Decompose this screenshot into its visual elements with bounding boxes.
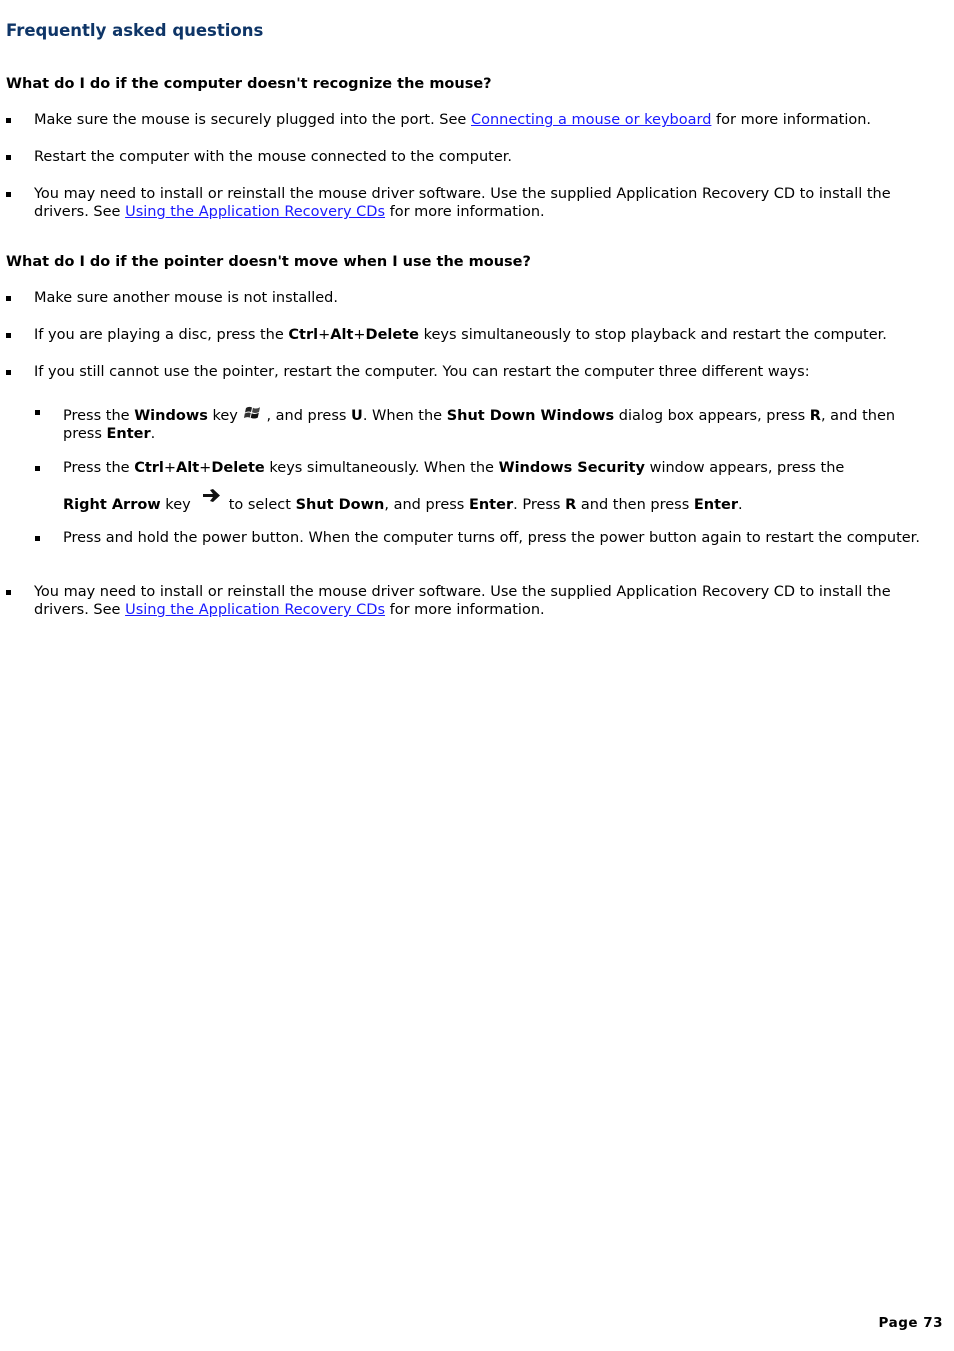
windows-logo-icon [244,403,264,423]
sub-list-item: Press and hold the power button. When the computer turns off, press the power button again to restart the computer. [35,529,926,547]
sub-list-item: Press the Ctrl+Alt+Delete keys simultaneously. When the Windows Security window appears, press the Right Arrow key to select Shut Down, and press Enter. Press R and then press Enter. [35,459,926,522]
bullet-icon [6,590,11,595]
bullet-icon [6,333,11,338]
sub-list-item: Press the Windows key , and press U. When the Shut Down Windows dialog box appears, press R, and then press Enter. [35,403,926,443]
list-item: Restart the computer with the mouse connected to the computer. [6,148,926,166]
question-heading: What do I do if the pointer doesn't move when I use the mouse? [6,254,531,270]
list-item: You may need to install or reinstall the mouse driver software. Use the supplied Application Recovery CD to install the drivers. See Using the Application Recovery CDs for more information. [6,583,926,619]
application-recovery-cds-link[interactable]: Using the Application Recovery CDs [125,602,386,618]
bullet-icon [35,536,40,541]
bullet-icon [6,296,11,301]
right-arrow-icon [201,485,223,507]
bullet-icon [6,118,11,123]
application-recovery-cds-link[interactable]: Using the Application Recovery CDs [125,204,386,220]
bullet-icon [6,192,11,197]
list-item: Make sure the mouse is securely plugged into the port. See Connecting a mouse or keyboard for more information. [6,111,926,129]
list-item: Make sure another mouse is not installed. [6,289,926,307]
list-item: You may need to install or reinstall the mouse driver software. Use the supplied Application Recovery CD to install the drivers. See Using the Application Recovery CDs for more information. [6,185,926,221]
bullet-icon [6,370,11,375]
list-item: If you still cannot use the pointer, restart the computer. You can restart the computer three different ways: [6,363,926,381]
question-heading: What do I do if the computer doesn't recognize the mouse? [6,76,492,92]
bullet-icon [35,410,40,415]
connecting-mouse-keyboard-link[interactable]: Connecting a mouse or keyboard [470,112,712,128]
list-item: If you are playing a disc, press the Ctrl+Alt+Delete keys simultaneously to stop playback and restart the computer. [6,326,926,344]
bullet-icon [6,155,11,160]
page-title: Frequently asked questions [6,21,264,40]
bullet-icon [35,466,40,471]
page-number: Page 73 [878,1315,943,1331]
